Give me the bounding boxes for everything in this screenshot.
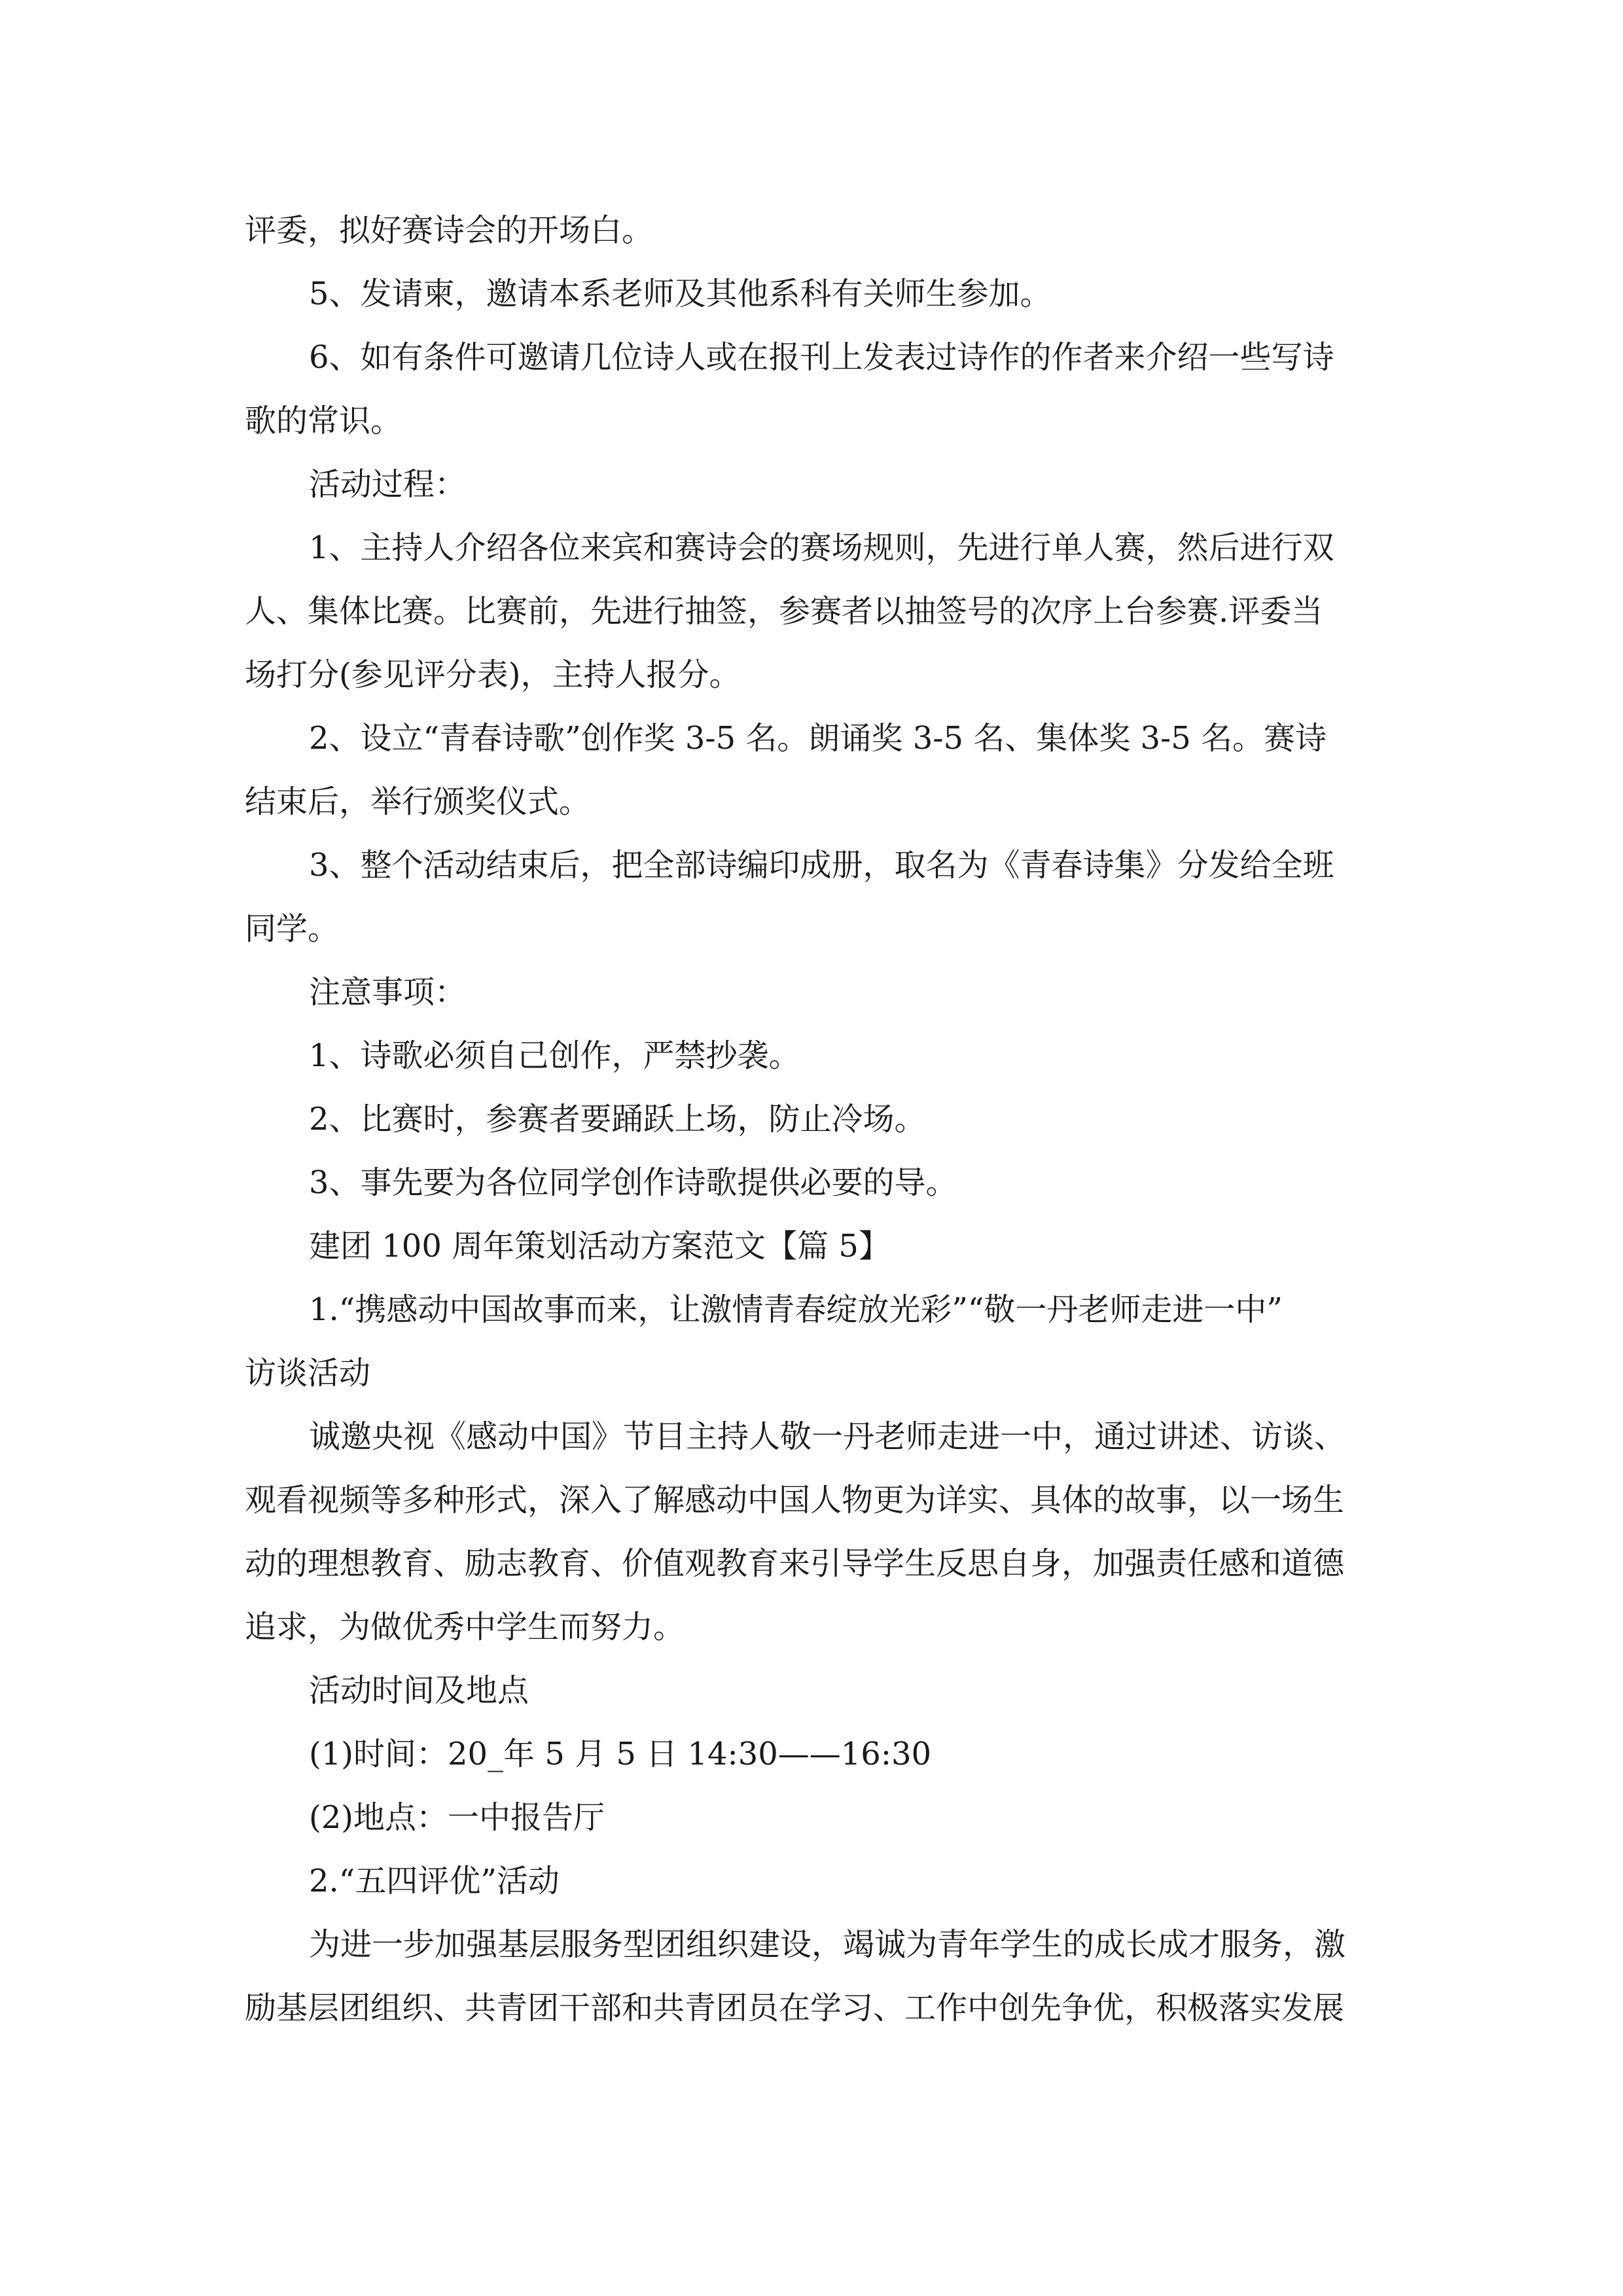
section-title: 建团 100 周年策划活动方案范文【篇 5】 [309,1228,890,1265]
text-line: 评委，拟好赛诗会的开场白。 [245,212,654,249]
text-line: 追求，为做优秀中学生而努力。 [245,1609,685,1645]
text-line: (1)时间：20_年 5 月 5 日 14:30——16:30 [309,1736,932,1772]
text-line: 1.“携感动中国故事而来，让激情青春绽放光彩”“敬一丹老师走进一中” [309,1291,1283,1328]
section-heading: 活动过程： [309,466,467,503]
text-line: 3、事先要为各位同学创作诗歌提供必要的导。 [309,1164,957,1201]
text-line: 6、如有条件可邀请几位诗人或在报刊上发表过诗作的作者来介绍一些写诗 [309,339,1334,376]
text-line: 励基层团组织、共青团干部和共青团员在学习、工作中创先争优，积极落实发展 [245,1990,1345,2026]
text-line: 观看视频等多种形式，深入了解感动中国人物更为详实、具体的故事，以一场生 [245,1482,1345,1518]
section-heading: 注意事项： [309,974,467,1011]
text-line: 场打分(参见评分表)，主持人报分。 [245,656,741,693]
text-line: 人、集体比赛。比赛前，先进行抽签，参赛者以抽签号的次序上台参赛.评委当 [245,593,1323,630]
text-line: (2)地点：一中报告厅 [309,1799,605,1836]
text-line: 歌的常识。 [245,403,402,439]
document-body [245,199,1383,2040]
text-line: 2、设立“青春诗歌”创作奖 3-5 名。朗诵奖 3-5 名、集体奖 3-5 名。赛诗 [309,720,1327,757]
text-line: 访谈活动 [245,1355,371,1391]
text-line: 2.“五四评优”活动 [309,1863,560,1899]
text-line: 1、主持人介绍各位来宾和赛诗会的赛场规则，先进行单人赛，然后进行双 [309,529,1334,566]
text-line: 5、发请柬，邀请本系老师及其他系科有关师生参加。 [309,276,1052,312]
text-line: 动的理想教育、励志教育、价值观教育来引导学生反思自身，加强责任感和道德 [245,1545,1345,1582]
text-line: 1、诗歌必须自己创作，严禁抄袭。 [309,1037,800,1074]
text-line: 为进一步加强基层服务型团组织建设，竭诚为青年学生的成长成才服务，激 [309,1926,1346,1963]
text-line: 2、比赛时，参赛者要踊跃上场，防止冷场。 [309,1101,926,1138]
text-line: 诚邀央视《感动中国》节目主持人敬一丹老师走进一中，通过讲述、访谈、 [309,1418,1346,1455]
text-line: 同学。 [245,910,340,947]
text-line: 3、整个活动结束后，把全部诗编印成册，取名为《青春诗集》分发给全班 [309,847,1334,884]
section-heading: 活动时间及地点 [309,1672,529,1709]
text-line: 结束后，举行颁奖仪式。 [245,783,591,820]
